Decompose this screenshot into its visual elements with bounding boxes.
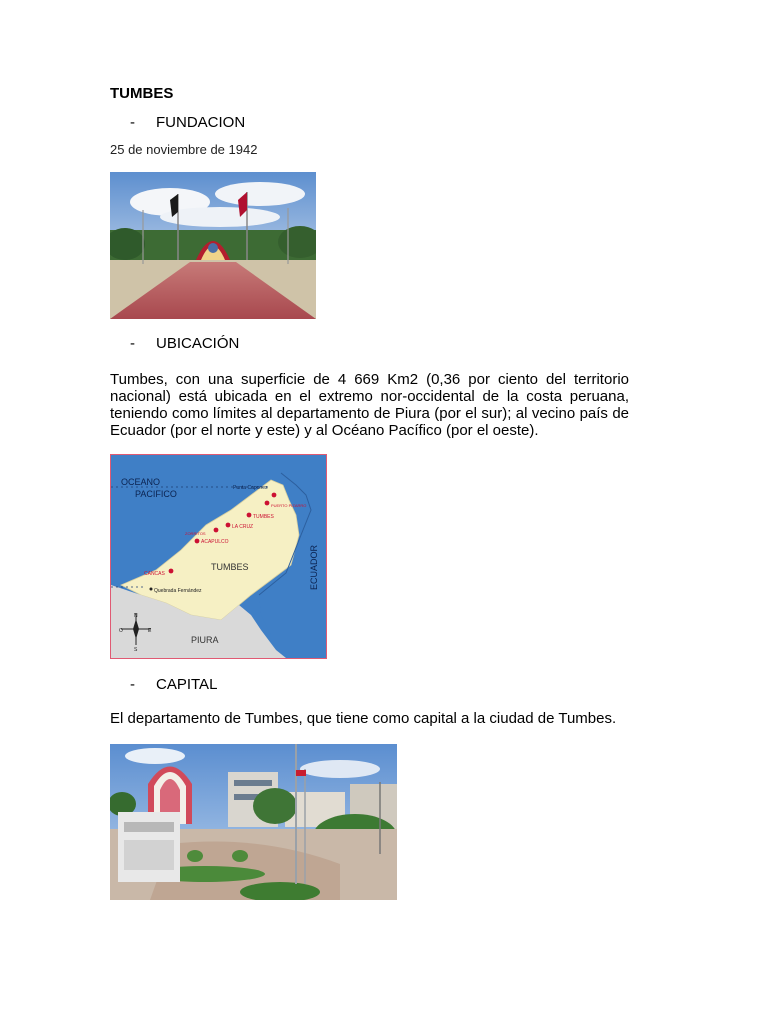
tumbes-map bbox=[110, 454, 327, 659]
place-cancas: CANCAS bbox=[144, 571, 165, 577]
fundacion-date: 25 de noviembre de 1942 bbox=[110, 142, 258, 157]
region-label: TUMBES bbox=[211, 562, 249, 572]
capital-paragraph: El departamento de Tumbes, que tiene como capital a la ciudad de Tumbes. bbox=[110, 710, 617, 727]
south-label: PIURA bbox=[191, 635, 219, 645]
bullet-dash: - bbox=[130, 335, 135, 352]
bullet-dash: - bbox=[130, 114, 135, 131]
svg-text:O: O bbox=[119, 628, 123, 634]
bullet-dash: - bbox=[130, 676, 135, 693]
place-puerto-pizarro: PUERTO PIZARRO bbox=[271, 503, 307, 508]
svg-text:N: N bbox=[134, 613, 138, 619]
section-label: UBICACIÓN bbox=[156, 335, 240, 352]
place-quebrada: Quebrada Fernández bbox=[154, 588, 202, 594]
section-heading-capital bbox=[130, 676, 217, 693]
section-heading-fundacion bbox=[130, 114, 245, 131]
ocean-label-1: OCEANO bbox=[121, 477, 161, 487]
svg-text:E: E bbox=[148, 628, 152, 634]
place-punta-capones: Punta Capones bbox=[233, 485, 268, 491]
section-label: FUNDACION bbox=[156, 114, 246, 131]
ubicacion-paragraph: Tumbes, con una superficie de 4 669 Km2 (0,36 por ciento del territorio nacional) está ubicada en el extremo nor-occidental de la costa peruana, teniendo como límites al departamento de Piura (por el sur); al vecino país de Ecuador (por el norte y este) y al Océano Pacífico (por el oeste). bbox=[110, 371, 629, 439]
place-zorritos: ZORRITOS bbox=[185, 531, 206, 536]
place-la-cruz: LA CRUZ bbox=[232, 524, 254, 530]
city-photo bbox=[110, 744, 397, 900]
svg-text:S: S bbox=[134, 647, 138, 653]
section-label: CAPITAL bbox=[156, 676, 218, 693]
document-title: TUMBES bbox=[110, 85, 174, 102]
section-heading-ubicacion bbox=[130, 335, 239, 352]
ocean-label-2: PACIFICO bbox=[135, 489, 177, 499]
plaza-photo bbox=[110, 172, 316, 319]
place-tumbes: TUMBES bbox=[253, 514, 274, 520]
place-acapulco: ACAPULCO bbox=[201, 539, 229, 545]
country-label: ECUADOR bbox=[309, 544, 319, 590]
